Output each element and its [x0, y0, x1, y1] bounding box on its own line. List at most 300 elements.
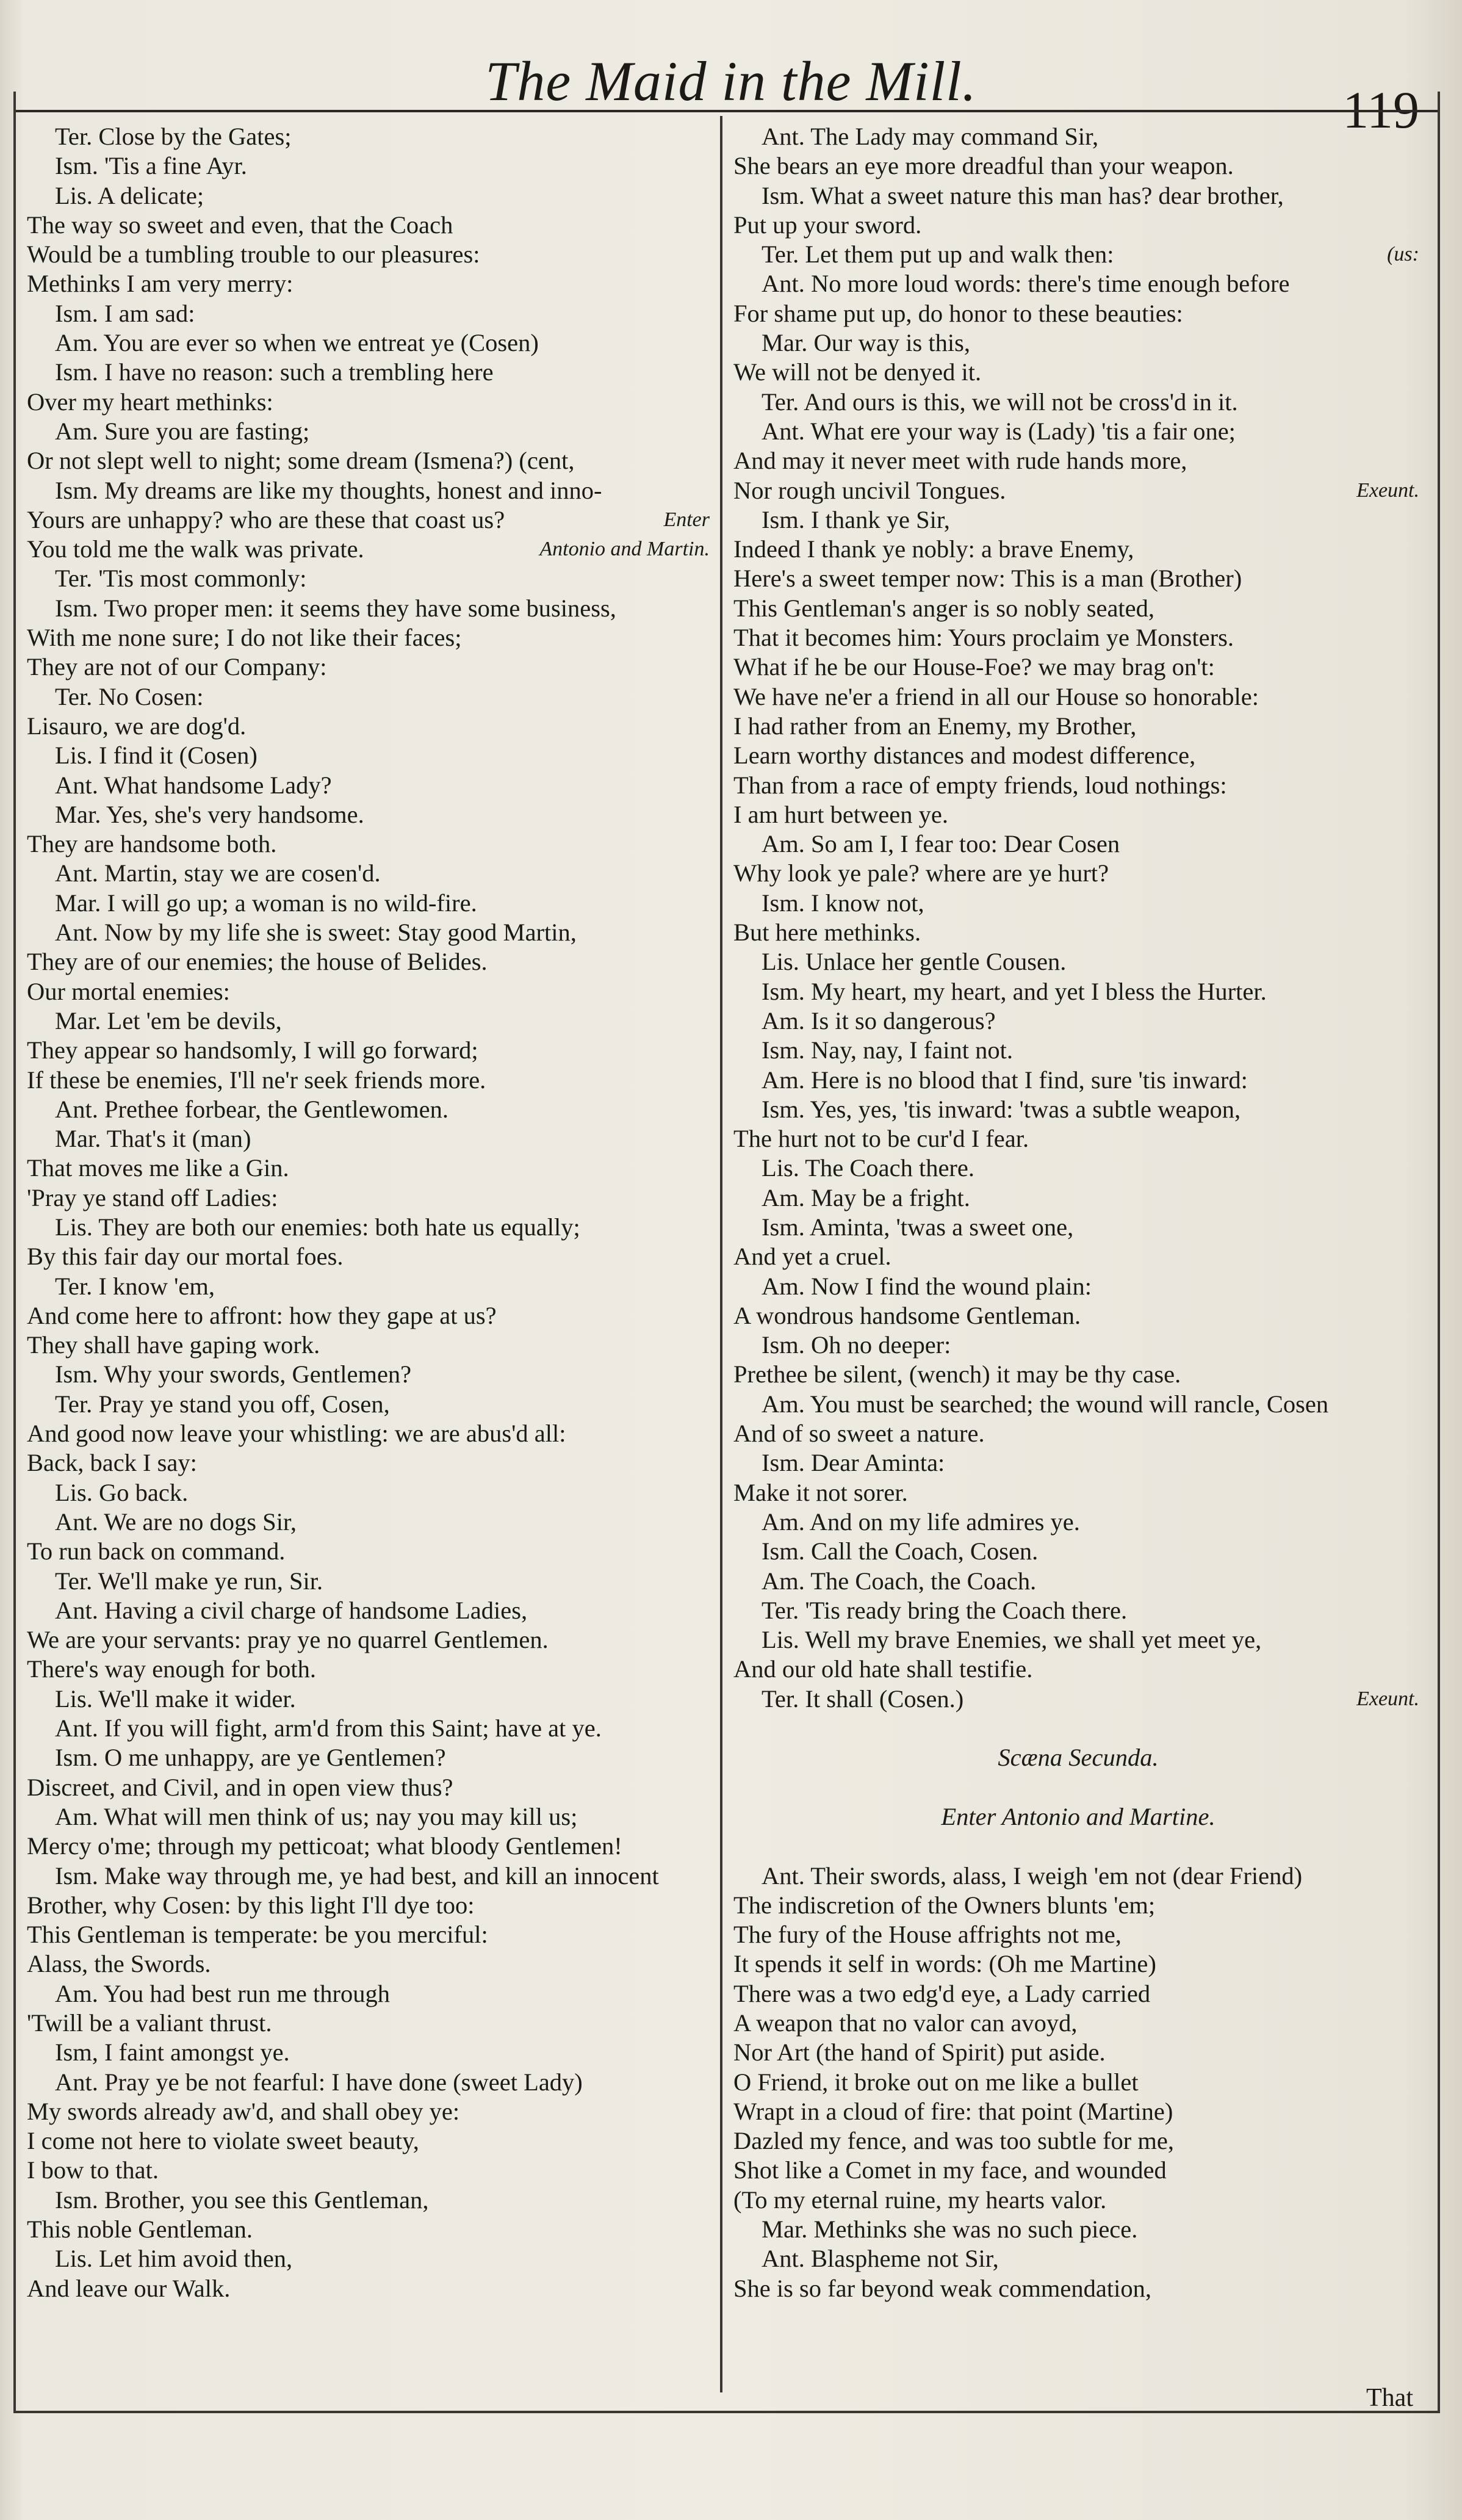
line-text: Mar. Yes, she's very handsome. [55, 800, 364, 828]
line-text: For shame put up, do honor to these beauties: [733, 299, 1183, 327]
text-line [27, 1153, 713, 1183]
text-line [27, 1360, 713, 1389]
text-line [27, 712, 713, 741]
line-text: Am. Sure you are fasting; [55, 417, 310, 445]
line-text: Nor rough uncivil Tongues. [733, 476, 1006, 504]
line-text: Ant. What handsome Lady? [55, 771, 332, 799]
text-line [733, 800, 1423, 829]
text-line [27, 1802, 713, 1832]
stage-direction: Enter [663, 508, 710, 531]
line-text: It spends it self in words: (Oh me Martine) [733, 1950, 1156, 1978]
text-line [733, 889, 1423, 918]
text-line [733, 1478, 1423, 1507]
text-line [27, 2126, 713, 2156]
text-line [733, 505, 1423, 535]
text-line [27, 417, 713, 446]
line-text: Ant. Their swords, alass, I weigh 'em not (dear Friend) [762, 1861, 1303, 1890]
text-line [27, 1891, 713, 1920]
line-text: Ant. Prethee forbear, the Gentlewomen. [55, 1095, 449, 1123]
line-text: I had rather from an Enemy, my Brother, [733, 712, 1137, 740]
text-line [27, 771, 713, 800]
text-line [733, 1979, 1423, 2009]
text-line [27, 1390, 713, 1419]
line-text: Lis. Go back. [55, 1478, 189, 1506]
line-text: Ism. I am sad: [55, 299, 195, 327]
line-text: They are handsome both. [27, 830, 277, 858]
text-line [733, 1684, 1423, 1714]
line-text: Ism. Make way through me, ye had best, and kill an innocent [55, 1861, 659, 1890]
line-text: Why look ye pale? where are ye hurt? [733, 859, 1109, 887]
text-line [733, 269, 1423, 298]
text-line [733, 2126, 1423, 2156]
line-text: Ism. I thank ye Sir, [762, 505, 950, 533]
text-line [27, 151, 713, 181]
line-text: Scæna Secunda. [998, 1744, 1159, 1772]
line-text: I am hurt between ye. [733, 800, 948, 828]
line-text: My swords already aw'd, and shall obey ye: [27, 2097, 460, 2125]
line-text: Ism. Dear Aminta: [762, 1449, 945, 1477]
line-text: Ant. We are no dogs Sir, [55, 1507, 297, 1536]
text-line [27, 682, 713, 712]
line-text: And our old hate shall testifie. [733, 1655, 1033, 1683]
text-line [733, 947, 1423, 977]
line-text: Am. You must be searched; the wound will rancle, Cosen [762, 1390, 1329, 1418]
line-text: Ter. 'Tis ready bring the Coach there. [762, 1596, 1128, 1624]
text-line [27, 1242, 713, 1271]
line-text: Lis. We'll make it wider. [55, 1684, 296, 1713]
text-line [733, 712, 1423, 741]
line-text: Am. What will men think of us; nay you may kill us; [55, 1802, 578, 1830]
line-text: Ism. I have no reason: such a trembling here [55, 358, 494, 386]
line-text: Our mortal enemies: [27, 977, 230, 1005]
text-line [733, 2038, 1423, 2067]
page-number: 119 [1342, 81, 1419, 139]
line-text: Ter. Close by the Gates; [55, 123, 292, 150]
text-line [27, 1743, 713, 1772]
text-line [733, 1095, 1423, 1124]
text-line [733, 771, 1423, 800]
text-line [733, 682, 1423, 712]
line-text: Mar. Methinks she was no such piece. [762, 2215, 1138, 2244]
catchword: That [1366, 2384, 1413, 2412]
text-line [27, 1537, 713, 1566]
line-text: Ism. My heart, my heart, and yet I bless the Hurter. [762, 977, 1267, 1005]
line-text: We have ne'er a friend in all our House so honorable: [733, 682, 1259, 710]
line-text: We are your servants: pray ye no quarrel Gentlemen. [27, 1626, 549, 1654]
text-line [27, 328, 713, 358]
text-line [27, 623, 713, 652]
text-line [27, 446, 713, 475]
line-text: Ism. Two proper men: it seems they have some business, [55, 594, 616, 622]
line-text: Ant. Martin, stay we are cosen'd. [55, 859, 381, 887]
left-column [27, 122, 713, 2386]
text-line [733, 2068, 1423, 2097]
text-line [733, 2274, 1423, 2303]
text-line [733, 1360, 1423, 1389]
line-text: Lis. Unlace her gentle Cousen. [762, 948, 1067, 976]
text-line [27, 1036, 713, 1065]
line-text: Lis. Well my brave Enemies, we shall yet meet ye, [762, 1626, 1262, 1654]
line-text: A wondrous handsome Gentleman. [733, 1301, 1081, 1329]
stage-direction: Exeunt. [1356, 1687, 1419, 1710]
line-text: (To my eternal ruine, my hearts valor. [733, 2186, 1107, 2214]
text-line [733, 1714, 1423, 1743]
line-text: Ant. Pray ye be not fearful: I have done (sweet Lady) [55, 2068, 583, 2096]
line-text: That moves me like a Gin. [27, 1154, 289, 1182]
line-text: They shall have gaping work. [27, 1331, 320, 1359]
text-line [733, 1419, 1423, 1448]
text-line [27, 918, 713, 947]
text-line [733, 1949, 1423, 1979]
line-text: Lis. Let him avoid then, [55, 2245, 293, 2273]
text-line [733, 2186, 1423, 2215]
text-line [27, 977, 713, 1006]
text-line [27, 2244, 713, 2273]
text-line [733, 1625, 1423, 1655]
line-text: Than from a race of empty friends, loud nothings: [733, 771, 1227, 799]
text-line [27, 859, 713, 888]
text-line [27, 947, 713, 977]
footer-rule [13, 2411, 1438, 2413]
text-line [733, 240, 1423, 269]
text-line [733, 1006, 1423, 1036]
text-line [27, 1655, 713, 1684]
text-line [733, 476, 1423, 505]
line-text: Lis. They are both our enemies: both hate us equally; [55, 1213, 580, 1241]
text-line [733, 122, 1423, 151]
line-text: Ism. Why your swords, Gentlemen? [55, 1360, 412, 1388]
text-line [27, 1124, 713, 1153]
line-text: Ism. My dreams are like my thoughts, honest and inno- [55, 476, 602, 504]
text-line [733, 535, 1423, 564]
line-text: Alass, the Swords. [27, 1950, 211, 1978]
line-text: Ter. I know 'em, [55, 1272, 215, 1300]
line-text: Am. May be a fright. [762, 1183, 970, 1211]
text-line [733, 1036, 1423, 1065]
line-text: Ter. No Cosen: [55, 682, 204, 710]
text-line [27, 1684, 713, 1714]
line-text: Ism. Nay, nay, I faint not. [762, 1036, 1014, 1064]
line-text: Ant. If you will fight, arm'd from this Saint; have at ye. [55, 1714, 602, 1742]
line-text: Indeed I thank ye nobly: a brave Enemy, [733, 535, 1134, 563]
line-text: Ism. I know not, [762, 889, 924, 917]
text-line [733, 741, 1423, 770]
line-text: Ism. O me unhappy, are ye Gentlemen? [55, 1744, 446, 1772]
line-text: Ant. The Lady may command Sir, [762, 123, 1099, 150]
text-line [27, 505, 713, 535]
text-line [733, 1891, 1423, 1920]
line-text: They appear so handsomly, I will go forward; [27, 1036, 478, 1064]
text-line [27, 2009, 713, 2038]
line-text: Ism. Aminta, 'twas a sweet one, [762, 1213, 1074, 1241]
stage-direction: (us: [1387, 243, 1419, 266]
line-text: They are not of our Company: [27, 653, 327, 681]
text-line [733, 2009, 1423, 2038]
text-line [27, 1714, 713, 1743]
line-text: And leave our Walk. [27, 2274, 231, 2302]
line-text: Ter. Pray ye stand you off, Cosen, [55, 1390, 390, 1418]
text-line [733, 1066, 1423, 1095]
text-line [733, 1773, 1423, 1802]
text-line [733, 1832, 1423, 1861]
text-line [27, 1507, 713, 1537]
line-text: Ism, I faint amongst ye. [55, 2038, 290, 2067]
line-text: By this fair day our mortal foes. [27, 1243, 344, 1271]
line-text: Ism. Oh no deeper: [762, 1331, 951, 1359]
text-line [27, 535, 713, 564]
text-line [27, 564, 713, 593]
stage-direction: Antonio and Martin. [539, 538, 710, 561]
line-text: Yours are unhappy? who are these that coast us? [27, 505, 505, 533]
line-text: Ism. 'Tis a fine Ayr. [55, 152, 247, 180]
line-text: Here's a sweet temper now: This is a man (Brother) [733, 565, 1242, 593]
text-line [733, 151, 1423, 181]
text-line [27, 388, 713, 417]
line-text: And may it never meet with rude hands more, [733, 447, 1187, 475]
text-line [733, 2215, 1423, 2244]
text-line [733, 918, 1423, 947]
text-line [27, 652, 713, 682]
text-line [27, 1920, 713, 1949]
text-line [733, 1567, 1423, 1596]
text-line [27, 1066, 713, 1095]
line-text: And yet a cruel. [733, 1243, 891, 1271]
text-line [733, 564, 1423, 593]
text-line [733, 388, 1423, 417]
text-line [733, 1655, 1423, 1684]
text-line [27, 1979, 713, 2009]
line-text: You told me the walk was private. [27, 535, 364, 563]
line-text: She bears an eye more dreadful than your weapon. [733, 152, 1234, 180]
line-text: Ism. Call the Coach, Cosen. [762, 1537, 1039, 1565]
line-text: Discreet, and Civil, and in open view thus? [27, 1773, 453, 1801]
line-text: Mar. Let 'em be devils, [55, 1006, 282, 1034]
line-text: Mar. That's it (man) [55, 1125, 251, 1153]
line-text: Am. Here is no blood that I find, sure 'tis inward: [762, 1066, 1248, 1094]
line-text: Am. Now I find the wound plain: [762, 1272, 1092, 1300]
text-line [733, 1183, 1423, 1213]
text-line [733, 623, 1423, 652]
text-line [733, 1213, 1423, 1242]
scene-heading [733, 1802, 1423, 1832]
text-line [733, 1920, 1423, 1949]
text-line [733, 181, 1423, 211]
text-line [27, 1419, 713, 1448]
line-text: Am. You are ever so when we entreat ye (Cosen) [55, 329, 539, 357]
text-line [733, 594, 1423, 623]
line-text: Am. The Coach, the Coach. [762, 1567, 1037, 1595]
line-text: Am. Is it so dangerous? [762, 1006, 996, 1034]
line-text: Lisauro, we are dog'd. [27, 712, 247, 740]
line-text: And of so sweet a nature. [733, 1420, 985, 1448]
line-text: Mar. I will go up; a woman is no wild-fire. [55, 889, 477, 917]
text-line [27, 889, 713, 918]
right-column [733, 122, 1423, 2386]
line-text: Ter. We'll make ye run, Sir. [55, 1567, 323, 1595]
line-text: Lis. I find it (Cosen) [55, 742, 257, 770]
line-text: The fury of the House affrights not me, [733, 1921, 1122, 1949]
text-line [733, 1272, 1423, 1301]
line-text: Mar. Our way is this, [762, 329, 970, 357]
text-line [27, 1596, 713, 1625]
text-line [733, 1390, 1423, 1419]
running-title: The Maid in the Mill. [485, 50, 977, 112]
line-text: A weapon that no valor can avoyd, [733, 2009, 1078, 2037]
text-line [27, 1330, 713, 1360]
text-line [27, 800, 713, 829]
line-text: Dazled my fence, and was too subtle for me, [733, 2127, 1174, 2155]
text-line [27, 1213, 713, 1242]
line-text: Or not slept well to night; some dream (Ismena?) (cent, [27, 447, 575, 475]
text-line [27, 358, 713, 387]
line-text: With me none sure; I do not like their faces; [27, 624, 462, 652]
line-text: The indiscretion of the Owners blunts 'em; [733, 1891, 1156, 1919]
text-line [27, 1773, 713, 1802]
line-text: The hurt not to be cur'd I fear. [733, 1125, 1029, 1153]
line-text: There was a two edg'd eye, a Lady carried [733, 1979, 1151, 2007]
line-text: This noble Gentleman. [27, 2215, 253, 2244]
text-line [27, 1095, 713, 1124]
text-line [27, 1006, 713, 1036]
text-line [27, 1567, 713, 1596]
line-text: Ter. 'Tis most commonly: [55, 565, 307, 593]
text-line [27, 594, 713, 623]
line-text: Ant. Now by my life she is sweet: Stay good Martin, [55, 919, 577, 947]
text-line [733, 1330, 1423, 1360]
text-line [733, 211, 1423, 240]
text-line [733, 446, 1423, 475]
line-text: Put up your sword. [733, 211, 922, 239]
text-line [733, 977, 1423, 1006]
text-line [733, 1861, 1423, 1891]
text-line [27, 2038, 713, 2067]
line-text: She is so far beyond weak commendation, [733, 2274, 1151, 2302]
line-text: Ism. Brother, you see this Gentleman, [55, 2186, 429, 2214]
line-text: Ter. And ours is this, we will not be cross'd in it. [762, 388, 1238, 416]
line-text: Ism. What a sweet nature this man has? dear brother, [762, 181, 1284, 209]
line-text: Am. And on my life admires ye. [762, 1507, 1080, 1536]
column-divider [720, 116, 722, 2392]
text-line [27, 1272, 713, 1301]
line-text: Mercy o'me; through my petticoat; what bloody Gentlemen! [27, 1832, 622, 1860]
text-line [733, 2156, 1423, 2185]
line-text: Lis. The Coach there. [762, 1154, 975, 1182]
line-text: But here methinks. [733, 919, 921, 947]
line-text: That it becomes him: Yours proclaim ye Monsters. [733, 624, 1234, 652]
text-line [733, 358, 1423, 387]
line-text: Ter. Let them put up and walk then: [762, 240, 1114, 269]
line-text: Back, back I say: [27, 1449, 197, 1477]
line-text: What if he be our House-Foe? we may brag on't: [733, 653, 1215, 681]
line-text: Would be a tumbling trouble to our pleasures: [27, 240, 480, 269]
line-text: Ant. Blaspheme not Sir, [762, 2245, 999, 2273]
text-line [733, 1448, 1423, 1478]
text-line [27, 1625, 713, 1655]
text-line [27, 1861, 713, 1891]
line-text: Ant. Having a civil charge of handsome Ladies, [55, 1596, 528, 1624]
text-line [27, 741, 713, 770]
line-text: Make it not sorer. [733, 1478, 908, 1506]
text-line [733, 1507, 1423, 1537]
text-line [27, 211, 713, 240]
text-line [27, 1448, 713, 1478]
text-line [27, 181, 713, 211]
line-text: We will not be denyed it. [733, 358, 982, 386]
text-line [27, 299, 713, 328]
stage-direction: Exeunt. [1356, 478, 1419, 502]
text-line [733, 1124, 1423, 1153]
line-text: Ter. It shall (Cosen.) [762, 1684, 964, 1713]
line-text: There's way enough for both. [27, 1655, 317, 1683]
text-line [27, 829, 713, 859]
line-text: Nor Art (the hand of Spirit) put aside. [733, 2038, 1106, 2067]
line-text: Am. You had best run me through [55, 1979, 390, 2007]
text-line [27, 240, 713, 269]
text-line [733, 2097, 1423, 2126]
text-line [27, 1832, 713, 1861]
line-text: I bow to that. [27, 2156, 159, 2184]
line-text: Lis. A delicate; [55, 181, 204, 209]
text-line [27, 476, 713, 505]
text-line [733, 1596, 1423, 1625]
text-line [733, 1153, 1423, 1183]
line-text: This Gentleman's anger is so nobly seated, [733, 594, 1155, 622]
text-line [733, 328, 1423, 358]
text-line [733, 299, 1423, 328]
line-text: Wrapt in a cloud of fire: that point (Martine) [733, 2097, 1173, 2125]
text-line [27, 1949, 713, 1979]
text-line [733, 1537, 1423, 1566]
line-text: 'Twill be a valiant thrust. [27, 2009, 272, 2037]
line-text: And good now leave your whistling: we are abus'd all: [27, 1420, 566, 1448]
line-text: I come not here to violate sweet beauty, [27, 2127, 419, 2155]
text-line [27, 1478, 713, 1507]
line-text: The way so sweet and even, that the Coach [27, 211, 453, 239]
line-text: This Gentleman is temperate: be you merciful: [27, 1921, 488, 1949]
line-text: Prethee be silent, (wench) it may be thy case. [733, 1360, 1181, 1388]
line-text: Shot like a Comet in my face, and wounded [733, 2156, 1167, 2184]
text-line [27, 2274, 713, 2303]
text-line [27, 122, 713, 151]
text-line [733, 652, 1423, 682]
line-text: And come here to affront: how they gape at us? [27, 1301, 497, 1329]
line-text: Enter Antonio and Martine. [941, 1802, 1215, 1830]
line-text: They are of our enemies; the house of Belides. [27, 948, 488, 976]
text-line [733, 829, 1423, 859]
text-line [27, 2215, 713, 2244]
text-line [27, 2156, 713, 2185]
text-line [27, 269, 713, 298]
text-line [27, 2097, 713, 2126]
text-line [733, 1301, 1423, 1330]
text-line [733, 1242, 1423, 1271]
text-line [733, 2244, 1423, 2273]
line-text: Learn worthy distances and modest difference, [733, 742, 1196, 770]
line-text: Methinks I am very merry: [27, 270, 293, 298]
line-text: To run back on command. [27, 1537, 286, 1565]
text-line [27, 2068, 713, 2097]
text-line [27, 2186, 713, 2215]
text-line [733, 417, 1423, 446]
line-text: Am. So am I, I fear too: Dear Cosen [762, 830, 1120, 858]
scene-heading [733, 1743, 1423, 1772]
line-text: Ant. No more loud words: there's time enough before [762, 270, 1290, 298]
text-line [27, 1183, 713, 1213]
line-text: Ism. Yes, yes, 'tis inward: 'twas a subtle weapon, [762, 1095, 1241, 1123]
line-text: Brother, why Cosen: by this light I'll dye too: [27, 1891, 475, 1919]
text-line [733, 859, 1423, 888]
line-text: O Friend, it broke out on me like a bullet [733, 2068, 1139, 2096]
